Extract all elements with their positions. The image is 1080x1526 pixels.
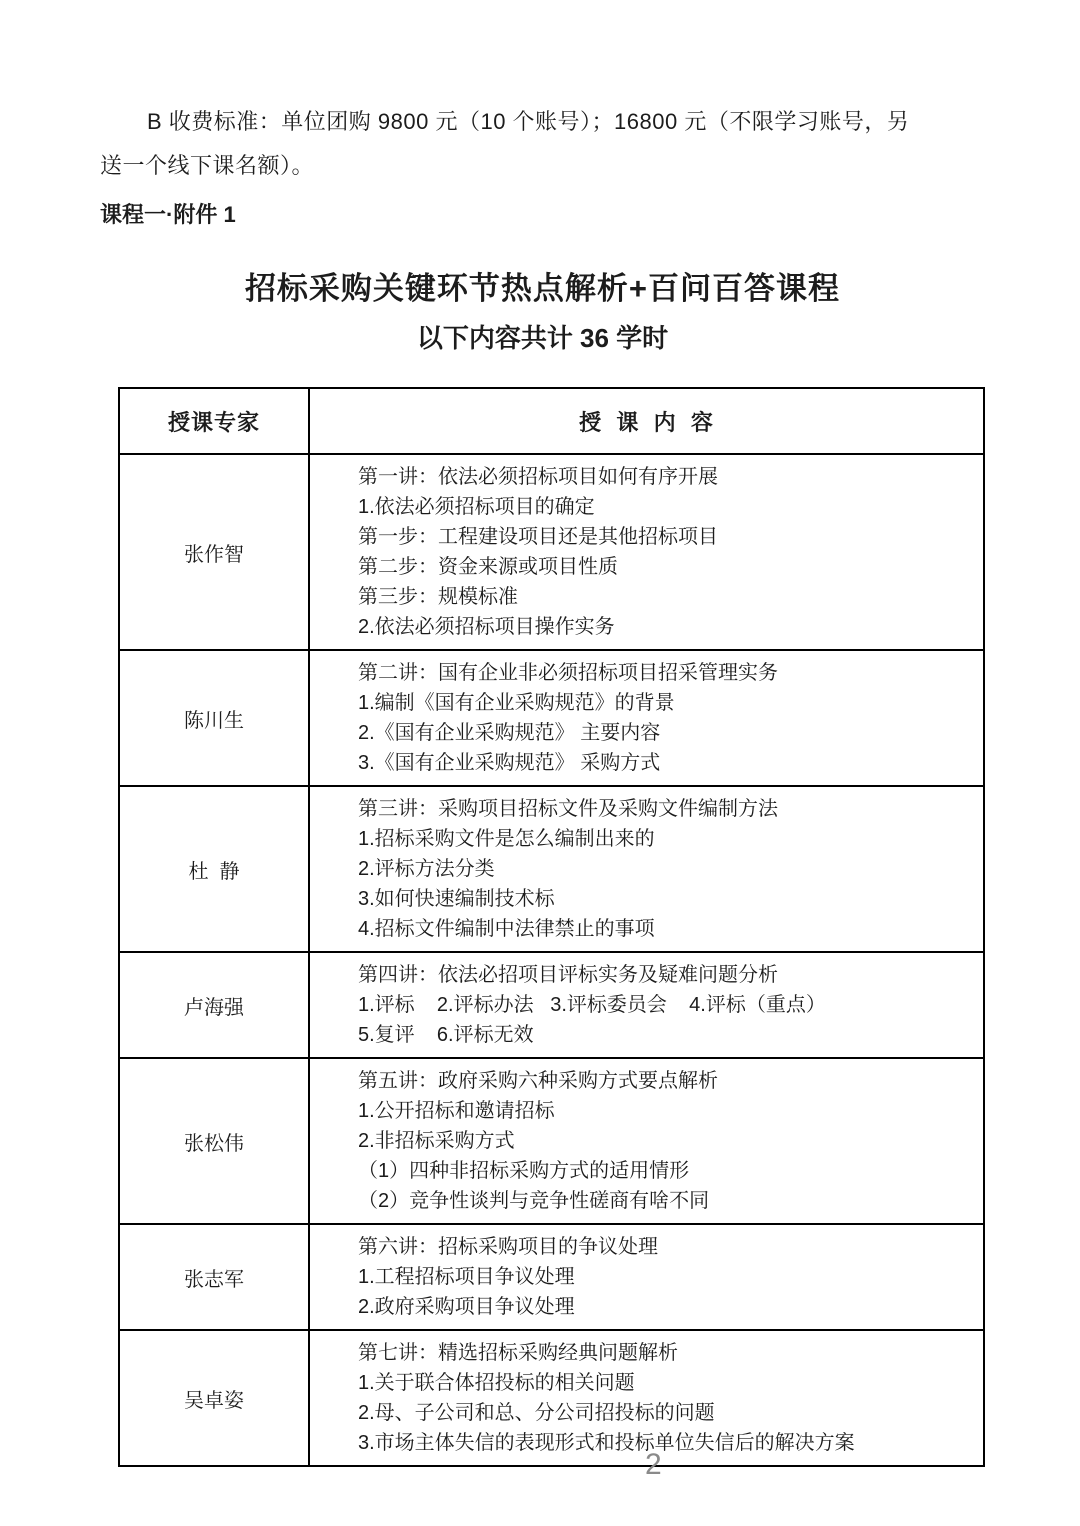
content-line: 1.工程招标项目争议处理 <box>358 1266 575 1288</box>
content-line: 5.复评 6.评标无效 <box>358 1024 534 1046</box>
content-line: 第四讲：依法必招项目评标实务及疑难问题分析 <box>358 964 778 986</box>
content-line: 3.如何快速编制技术标 <box>358 888 555 910</box>
page-number: 2 <box>645 1448 662 1481</box>
content-line: 1.招标采购文件是怎么编制出来的 <box>358 828 655 850</box>
table-row <box>119 650 984 786</box>
course-title: 招标采购关键环节热点解析+百问百答课程 <box>244 271 841 306</box>
content-line: 3.市场主体失信的表现形式和投标单位失信后的解决方案 <box>358 1432 855 1454</box>
course-content-cell <box>309 454 984 650</box>
content-line: 1.公开招标和邀请招标 <box>358 1100 555 1122</box>
expert-name: 张作智 <box>119 454 309 650</box>
content-line: 1.评标 2.评标办法 3.评标委员会 4.评标（重点） <box>358 994 826 1016</box>
course-content-cell <box>309 952 984 1058</box>
expert-name: 张松伟 <box>119 1058 309 1224</box>
table-row <box>119 786 984 952</box>
intro-paragraph <box>100 100 985 188</box>
table-row <box>119 454 984 650</box>
course-content-cell <box>309 1224 984 1330</box>
expert-name: 吴卓姿 <box>119 1330 309 1466</box>
course-content-cell <box>309 1058 984 1224</box>
content-line: 第三讲：采购项目招标文件及采购文件编制方法 <box>358 798 778 820</box>
course-content-cell <box>309 650 984 786</box>
intro-line-2: 送一个线下课名额）。 <box>100 153 315 178</box>
content-line: 第二讲：国有企业非必须招标项目招采管理实务 <box>358 662 778 684</box>
content-line: 2.依法必须招标项目操作实务 <box>358 616 615 638</box>
content-line: 4.招标文件编制中法律禁止的事项 <box>358 918 655 940</box>
attachment-label: 课程一·附件 1 <box>100 202 236 227</box>
content-line: 2.《国有企业采购规范》 主要内容 <box>358 722 661 744</box>
content-line: 第三步：规模标准 <box>358 586 518 608</box>
content-line: 1.关于联合体招投标的相关问题 <box>358 1372 635 1394</box>
content-line: 1.编制《国有企业采购规范》的背景 <box>358 692 675 714</box>
table-header-row <box>119 388 984 454</box>
content-line: 第六讲：招标采购项目的争议处理 <box>358 1236 658 1258</box>
expert-name: 陈川生 <box>119 650 309 786</box>
content-line: 2.评标方法分类 <box>358 858 495 880</box>
content-column-header: 授 课 内 容 <box>309 388 984 454</box>
course-content-cell <box>309 786 984 952</box>
content-line: 第一讲：依法必须招标项目如何有序开展 <box>358 466 718 488</box>
course-table <box>118 387 985 1467</box>
content-line: 2.非招标采购方式 <box>358 1130 515 1152</box>
content-line: （2）竞争性谈判与竞争性磋商有啥不同 <box>358 1190 710 1212</box>
expert-name: 卢海强 <box>119 952 309 1058</box>
intro-line-1: B 收费标准：单位团购 9800 元（10 个账号）；16800 元（不限学习账号，另 <box>147 109 910 134</box>
content-line: 3.《国有企业采购规范》 采购方式 <box>358 752 661 774</box>
expert-name: 张志军 <box>119 1224 309 1330</box>
content-line: 2.政府采购项目争议处理 <box>358 1296 575 1318</box>
expert-name: 杜 静 <box>119 786 309 952</box>
table-row <box>119 1330 984 1466</box>
expert-column-header: 授课专家 <box>119 388 309 454</box>
table-row <box>119 1058 984 1224</box>
course-content-cell <box>309 1330 984 1466</box>
content-line: 第一步：工程建设项目还是其他招标项目 <box>358 526 718 548</box>
content-line: 2.母、子公司和总、分公司招投标的问题 <box>358 1402 715 1424</box>
table-row <box>119 952 984 1058</box>
content-line: 第五讲：政府采购六种采购方式要点解析 <box>358 1070 718 1092</box>
course-subtitle: 以下内容共计 36 学时 <box>416 323 669 353</box>
content-line: （1）四种非招标采购方式的适用情形 <box>358 1160 690 1182</box>
table-row <box>119 1224 984 1330</box>
content-line: 第七讲：精选招标采购经典问题解析 <box>358 1342 678 1364</box>
content-line: 1.依法必须招标项目的确定 <box>358 496 595 518</box>
content-line: 第二步：资金来源或项目性质 <box>358 556 618 578</box>
